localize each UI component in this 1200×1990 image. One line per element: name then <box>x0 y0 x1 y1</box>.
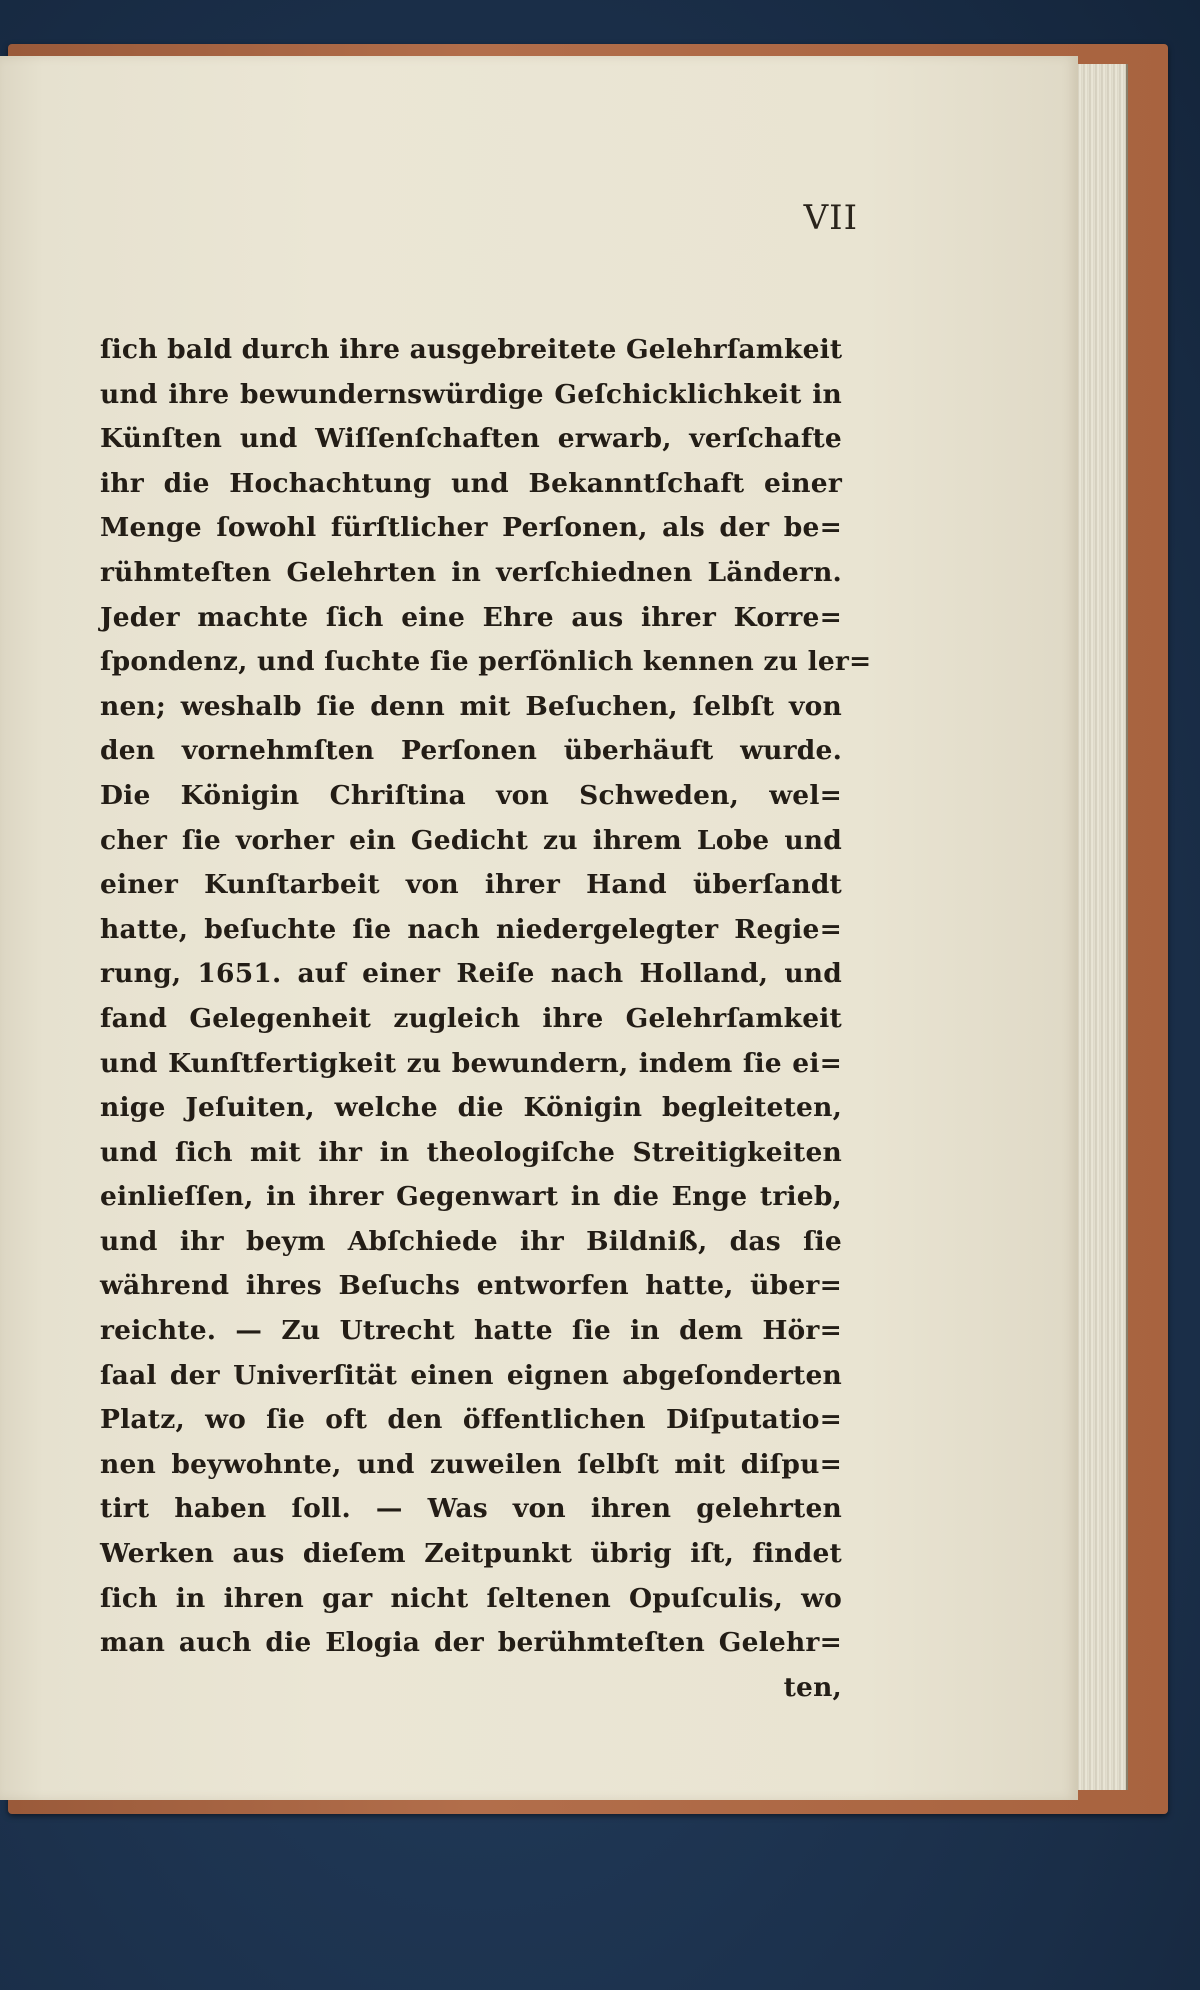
text-line: tirt haben ſoll. — Was von ihren gelehrten <box>100 1493 842 1525</box>
text-line: cher ſie vorher ein Gedicht zu ihrem Lobe und <box>100 824 842 856</box>
text-line: ihr die Hochachtung und Bekanntſchaft einer <box>100 467 842 499</box>
text-line: Platz, wo ſie oft den öffentlichen Diſputatio= <box>100 1404 842 1436</box>
text-line: während ihres Beſuchs entworfen hatte, über= <box>100 1270 842 1302</box>
text-line: Künſten und Wiſſenſchaften erwarb, verſchafte <box>100 423 842 455</box>
book-page <box>0 56 1078 1800</box>
text-line: ſpondenz, und ſuchte ſie perſönlich kennen zu ler= <box>100 646 872 678</box>
text-line: ſich bald durch ihre ausgebreitete Gelehrſamkeit <box>100 334 843 365</box>
text-line: rung, 1651. auf einer Reiſe nach Holland, und <box>100 958 842 990</box>
text-line: nen; weshalb ſie denn mit Beſuchen, ſelbſt von <box>100 690 842 722</box>
text-line: und ihre bewundernswürdige Geſchicklichkeit in <box>100 378 842 410</box>
text-line: reichte. — Zu Utrecht hatte ſie in dem Hör= <box>100 1315 842 1347</box>
catchword: ten, <box>783 1671 842 1703</box>
text-line: Menge ſowohl fürſtlicher Perſonen, als der be= <box>100 512 842 544</box>
text-line: den vornehmſten Perſonen überhäuft wurde. <box>100 735 842 767</box>
text-line: rühmteſten Gelehrten in verſchiednen Ländern. <box>100 556 842 588</box>
text-line: man auch die Elogia der berühmteſten Gelehr= <box>100 1627 842 1659</box>
text-line: und ſich mit ihr in theologiſche Streitigkeiten <box>100 1136 842 1168</box>
text-line: einer Kunſtarbeit von ihrer Hand überſandt <box>100 869 842 901</box>
body-text <box>100 328 872 1710</box>
page-edges <box>1070 64 1128 1790</box>
text-line: nen beywohnte, und zuweilen ſelbſt mit diſpu= <box>100 1448 842 1480</box>
page-number: VII <box>803 198 858 238</box>
text-line: hatte, beſuchte ſie nach niedergelegter Regie= <box>100 913 842 945</box>
text-line: einlieſſen, in ihrer Gegenwart in die Enge trieb, <box>100 1181 842 1213</box>
text-line: Werken aus dieſem Zeitpunkt übrig iſt, findet <box>100 1538 842 1570</box>
text-line: ſich in ihren gar nicht ſeltenen Opuſculis, wo <box>100 1582 842 1614</box>
text-line: und ihr beym Abſchiede ihr Bildniß, das ſie <box>100 1225 842 1257</box>
text-line: fand Gelegenheit zugleich ihre Gelehrſamkeit <box>100 1002 842 1034</box>
text-line: nige Jeſuiten, welche die Königin begleiteten, <box>100 1092 842 1124</box>
text-line: ſaal der Univerſität einen eignen abgeſonderten <box>100 1359 842 1391</box>
text-line: Die Königin Chriſtina von Schweden, wel= <box>100 779 842 811</box>
text-line: und Kunſtfertigkeit zu bewundern, indem ſie ei= <box>100 1047 842 1079</box>
text-line: Jeder machte ſich eine Ehre aus ihrer Korre= <box>100 601 842 633</box>
